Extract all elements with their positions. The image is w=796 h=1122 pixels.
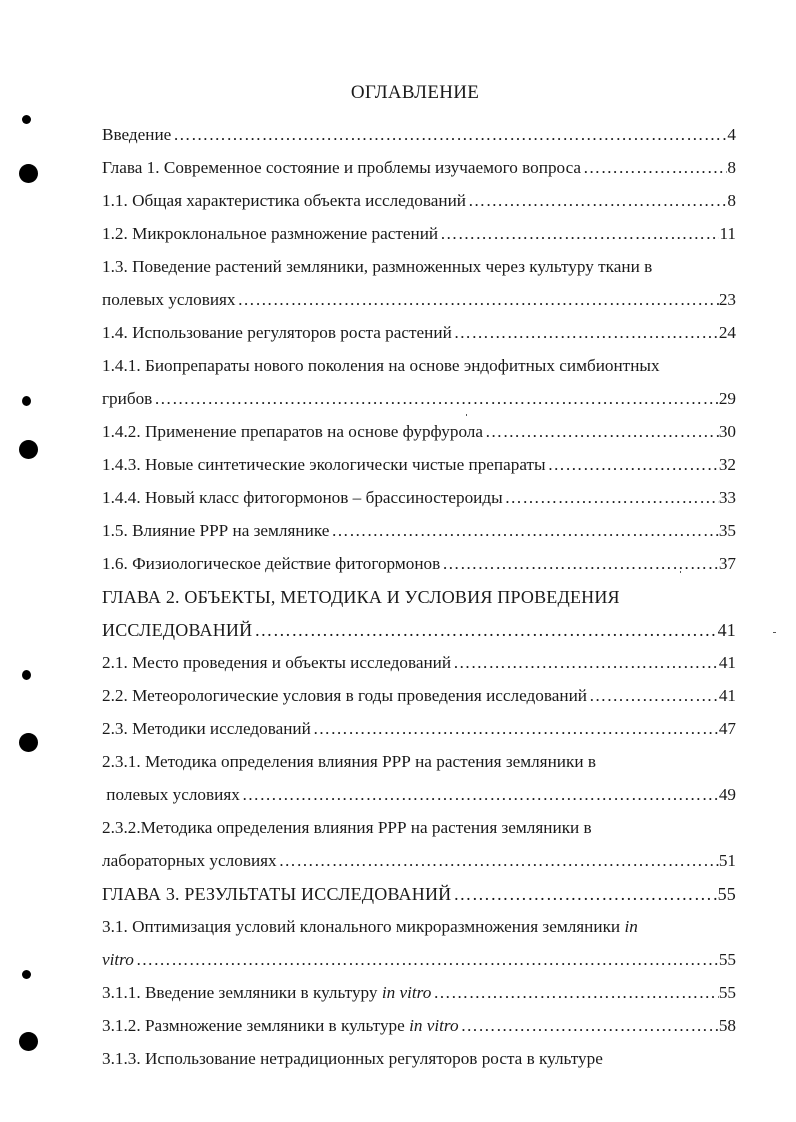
scan-speck	[680, 571, 681, 573]
toc-entry-chapter-1[interactable]: Глава 1. Современное состояние и проблемы изучаемого вопроса …………………………………………………………………………………………………………………………………………… 8	[102, 157, 736, 179]
toc-entry-1-4-1-line2[interactable]: грибов …………………………………………………………………………………………………………………………………………… 29	[102, 388, 736, 410]
toc-entry-1-4-3[interactable]: 1.4.3. Новые синтетические экологически чистые препараты …………………………………………………………………………………………………………………………………………… 32	[102, 454, 736, 476]
toc-entry-2-3-2-line1[interactable]: 2.3.2.Методика определения влияния РРР на растения земляники в	[102, 818, 592, 837]
binder-hole-mark	[22, 670, 31, 680]
binder-hole-mark	[19, 164, 38, 183]
toc-entry-introduction[interactable]: Введение …………………………………………………………………………………………………………………………………………… 4	[102, 124, 736, 146]
toc-entry-chapter-3[interactable]: ГЛАВА 3. РЕЗУЛЬТАТЫ ИССЛЕДОВАНИЙ …………………………………………………………………………………………………………………………………………… 55	[102, 883, 736, 905]
toc-entry-2-3-1-line2[interactable]: полевых условиях …………………………………………………………………………………………………………………………………………… 49	[102, 784, 736, 806]
binder-hole-mark	[22, 396, 31, 406]
toc-entry-1-2[interactable]: 1.2. Микроклональное размножение растений …………………………………………………………………………………………………………………………………………… 11	[102, 223, 736, 245]
toc-entry-1-1[interactable]: 1.1. Общая характеристика объекта исследований …………………………………………………………………………………………………………………………………………… 8	[102, 190, 736, 212]
binder-hole-mark	[19, 1032, 38, 1051]
toc-entry-3-1-line1[interactable]: 3.1. Оптимизация условий клонального микроразмножения земляники in	[102, 917, 638, 936]
toc-entry-chapter-2-line1[interactable]: ГЛАВА 2. ОБЪЕКТЫ, МЕТОДИКА И УСЛОВИЯ ПРОВЕДЕНИЯ	[102, 587, 620, 607]
page-title: ОГЛАВЛЕНИЕ	[350, 82, 480, 103]
toc-entry-3-1-3-line1[interactable]: 3.1.3. Использование нетрадиционных регуляторов роста в культуре	[102, 1049, 603, 1068]
scan-speck	[466, 414, 467, 416]
toc-entry-2-3-2-line2[interactable]: лабораторных условиях …………………………………………………………………………………………………………………………………………… 51	[102, 850, 736, 872]
toc-entry-chapter-2-line2[interactable]: ИССЛЕДОВАНИЙ …………………………………………………………………………………………………………………………………………… 41	[102, 619, 736, 641]
toc-entry-3-1-1[interactable]: 3.1.1. Введение земляники в культуру in vitro …………………………………………………………………………………………………………………………………………… 55	[102, 982, 736, 1004]
toc-entry-3-1-line2[interactable]: vitro …………………………………………………………………………………………………………………………………………… 55	[102, 949, 736, 971]
toc-entry-1-3-line1[interactable]: 1.3. Поведение растений земляники, размноженных через культуру ткани в	[102, 257, 653, 276]
toc-entry-3-1-2[interactable]: 3.1.2. Размножение земляники в культуре in vitro …………………………………………………………………………………………………………………………………………… 58	[102, 1015, 736, 1037]
toc-entry-1-6[interactable]: 1.6. Физиологическое действие фитогормонов …………………………………………………………………………………………………………………………………………… 37	[102, 553, 736, 575]
scan-speck	[773, 632, 776, 633]
binder-hole-mark	[22, 115, 31, 124]
binder-hole-mark	[19, 733, 38, 752]
binder-hole-mark	[22, 970, 31, 979]
toc-entry-1-3-line2[interactable]: полевых условиях …………………………………………………………………………………………………………………………………………… 23	[102, 289, 736, 311]
toc-entry-2-2[interactable]: 2.2. Метеорологические условия в годы проведения исследований …………………………………………………………………………………………………………………………………………… 41	[102, 685, 736, 707]
toc-entry-1-4-4[interactable]: 1.4.4. Новый класс фитогормонов – брассиностероиды …………………………………………………………………………………………………………………………………………… 33	[102, 487, 736, 509]
toc-entry-1-4-1-line1[interactable]: 1.4.1. Биопрепараты нового поколения на основе эндофитных симбионтных	[102, 356, 660, 375]
toc-entry-1-4[interactable]: 1.4. Использование регуляторов роста растений …………………………………………………………………………………………………………………………………………… 24	[102, 322, 736, 344]
toc-entry-1-4-2[interactable]: 1.4.2. Применение препаратов на основе фурфурола …………………………………………………………………………………………………………………………………………… 30	[102, 421, 736, 443]
binder-hole-mark	[19, 440, 38, 459]
toc-entry-2-1[interactable]: 2.1. Место проведения и объекты исследований …………………………………………………………………………………………………………………………………………… 41	[102, 652, 736, 674]
toc-entry-1-5[interactable]: 1.5. Влияние РРР на землянике …………………………………………………………………………………………………………………………………………… 35	[102, 520, 736, 542]
toc-entry-2-3[interactable]: 2.3. Методики исследований …………………………………………………………………………………………………………………………………………… 47	[102, 718, 736, 740]
toc-entry-2-3-1-line1[interactable]: 2.3.1. Методика определения влияния РРР на растения земляники в	[102, 752, 596, 771]
